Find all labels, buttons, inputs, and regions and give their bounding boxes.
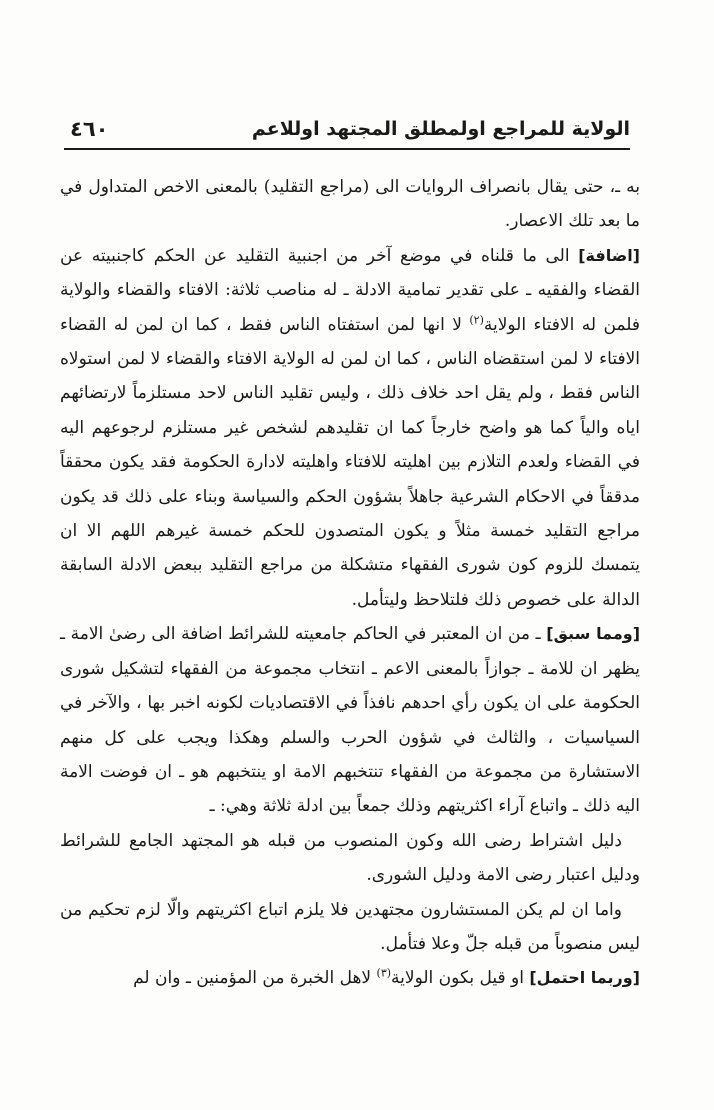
page-header xyxy=(70,110,630,144)
footnote-ref: (٣) xyxy=(376,966,392,980)
paragraph-text: واما ان لم يكن المستشارون مجتهدين فلا يلزم اتباع اكثريتهم والّا لزم تحكيم من ليس منصوباً من قبله جلّ وعلا فتأمل. xyxy=(60,899,640,954)
paragraph-continuation xyxy=(60,170,640,239)
paragraph-lead: [اضافة] xyxy=(578,245,640,265)
page-number: ٤٦٠ xyxy=(70,117,109,141)
paragraph-possibly xyxy=(60,961,640,995)
paragraph-text: ـ من ان المعتبر في الحاكم جامعيته للشرائط اضافة الى رضىٰ الامة ـ يظهر ان للامة ـ جوازاً بالمعنى الاعم ـ انتخاب مجموعة من الفقهاء لتشكيل شورى الحكومة على ان يكون رأي احدهم نافذاً في الاقتصاديات لكونه اخبر بها ، والآخر في السياسيات ، والثالث في شؤون الحرب والسلم وهكذا ويجب على كل منهم الاستشارة من مجموعة من الفقهاء تنتخبهم الامة او ينتخبهم هو ـ ان فوضت الامة اليه ذلك ـ واتباع آراء اكثريتهم وذلك جمعاً بين ادلة ثلاثة وهي: ـ xyxy=(60,624,641,817)
running-title: الولاية للمراجع اولمطلق المجتهد اوللاعم xyxy=(251,118,630,140)
paragraph-from-before xyxy=(60,617,640,823)
paragraph-advisers xyxy=(60,893,640,962)
paragraph-text-continued: لاهل الخبرة من المؤمنين ـ وان لم xyxy=(133,968,377,989)
paragraph-text: او قيل بكون الولاية xyxy=(391,968,530,989)
footnote-ref: (٢) xyxy=(469,312,484,326)
paragraph-lead: [وربما احتمل] xyxy=(529,968,640,988)
paragraph-text: دليل اشتراط رضى الله وكون المنصوب من قبله هو المجتهد الجامع للشرائط ودليل اعتبار رضى الامة ودليل الشورى. xyxy=(60,830,640,886)
body-text xyxy=(60,170,640,996)
paragraph-text: به ـ، حتى يقال بانصراف الروايات الى (مراجع التقليد) بالمعنى الاخص المتداول في ما بعد تلك الاعصار. xyxy=(60,177,640,232)
paragraph-text: الى ما قلناه في موضع آخر من اجنبية التقليد عن الحكم كاجنبيته عن القضاء والفقيه ـ على تقدير تمامية الادلة ـ له مناصب ثلاثة: الافتاء والقضاء والولاية فلمن له الافتاء الولاية xyxy=(60,245,641,335)
paragraph-addition xyxy=(60,239,640,617)
header-rule xyxy=(64,148,630,150)
paragraph-text-continued: لا انها لمن استفتاه الناس فقط ، كما ان لمن له القضاء الافتاء لا لمن استقضاه الناس ، كما ان لمن له الولاية الافتاء والقضاء لا لمن استولاه الناس فقط ، ولم يقل احد خلاف ذلك ، وليس تقليد الناس لاحد مستلزماً لارتضائهم اياه والياً كما هو واضح خارجاً كما ان تقليدهم لشخص غير مستلزم لرجوعهم اليه في القضاء ولعدم التلازم بين اهليته للافتاء واهليته لادارة الحكومة فقد يكون محققاً مدققاً في الاحكام الشرعية جاهلاً بشؤون الحكم والسياسة وبناء على ذلك قد يكون مراجع التقليد خمسة مثلاً و يكون المتصدون للحكم خمسة غيرهم اللهم الا ان يتمسك للزوم كون شورى الفقهاء متشكلة من مراجع التقليد ببعض الادلة السابقة الدالة على خصوص ذلك فلتلاحظ وليتأمل. xyxy=(60,314,640,610)
paragraph-lead: [ومما سبق] xyxy=(546,624,641,644)
paragraph-evidence xyxy=(60,824,640,893)
